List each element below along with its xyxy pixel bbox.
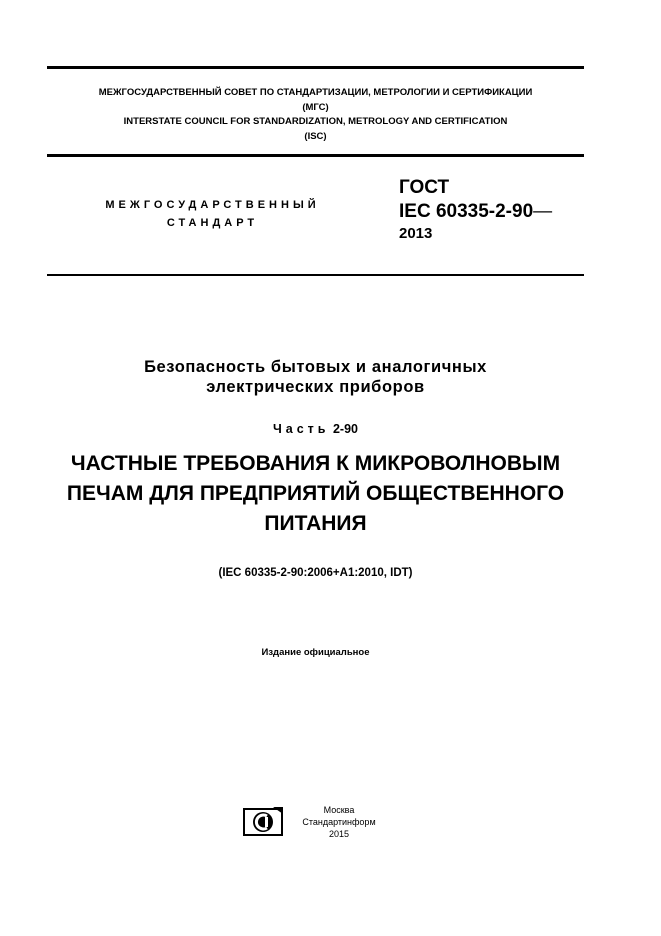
council-ru-name: МЕЖГОСУДАРСТВЕННЫЙ СОВЕТ ПО СТАНДАРТИЗАЦИИ, МЕТРОЛОГИИ И СЕРТИФИКАЦИИ xyxy=(98,87,533,98)
designation-divider xyxy=(47,274,584,276)
council-ru-abbr: (МГС) xyxy=(302,101,329,113)
publisher-name: Стандартинформ xyxy=(302,817,376,827)
part-number: 2-90 xyxy=(332,422,358,436)
main-title-line-3: ПИТАНИЯ xyxy=(264,512,367,535)
main-title-line-2: ПЕЧАМ ДЛЯ ПРЕДПРИЯТИЙ ОБЩЕСТВЕННОГО xyxy=(66,482,565,505)
publisher-city: Москва xyxy=(323,805,355,815)
council-en-abbr: (ISC) xyxy=(304,130,327,142)
part-label xyxy=(47,422,584,436)
standard-number: IEC 60335-2-90 xyxy=(399,201,534,222)
subject-line-1: Безопасность бытовых и аналогичных xyxy=(144,358,487,376)
gost-label: ГОСТ xyxy=(399,177,450,198)
standard-type-label xyxy=(70,196,355,232)
part-word: Часть xyxy=(272,422,330,436)
standard-type-line2: СТАНДАРТ xyxy=(166,217,259,229)
main-title-line-1: ЧАСТНЫЕ ТРЕБОВАНИЯ К МИКРОВОЛНОВЫМ xyxy=(70,452,561,475)
standard-type-line1: МЕЖГОСУДАРСТВЕННЫЙ xyxy=(105,199,320,211)
standard-number-line xyxy=(399,200,552,224)
header-divider xyxy=(47,154,584,157)
subject-line-2: электрических приборов xyxy=(206,378,425,396)
iec-reference: (IEC 60335-2-90:2006+A1:2010, IDT) xyxy=(218,567,413,579)
standard-year: 2013 xyxy=(399,225,433,242)
standard-designation xyxy=(399,176,552,244)
main-title xyxy=(30,449,601,539)
standartinform-logo-icon xyxy=(243,806,285,837)
council-header xyxy=(47,86,584,144)
top-rule xyxy=(47,66,584,69)
number-dash: — xyxy=(533,201,553,222)
council-en-name: INTERSTATE COUNCIL FOR STANDARDIZATION, METROLOGY AND CERTIFICATION xyxy=(123,116,508,127)
edition-label: Издание официальное xyxy=(261,647,370,658)
publisher-block xyxy=(294,804,384,840)
subject-title xyxy=(47,357,584,397)
publication-year: 2015 xyxy=(328,829,350,839)
